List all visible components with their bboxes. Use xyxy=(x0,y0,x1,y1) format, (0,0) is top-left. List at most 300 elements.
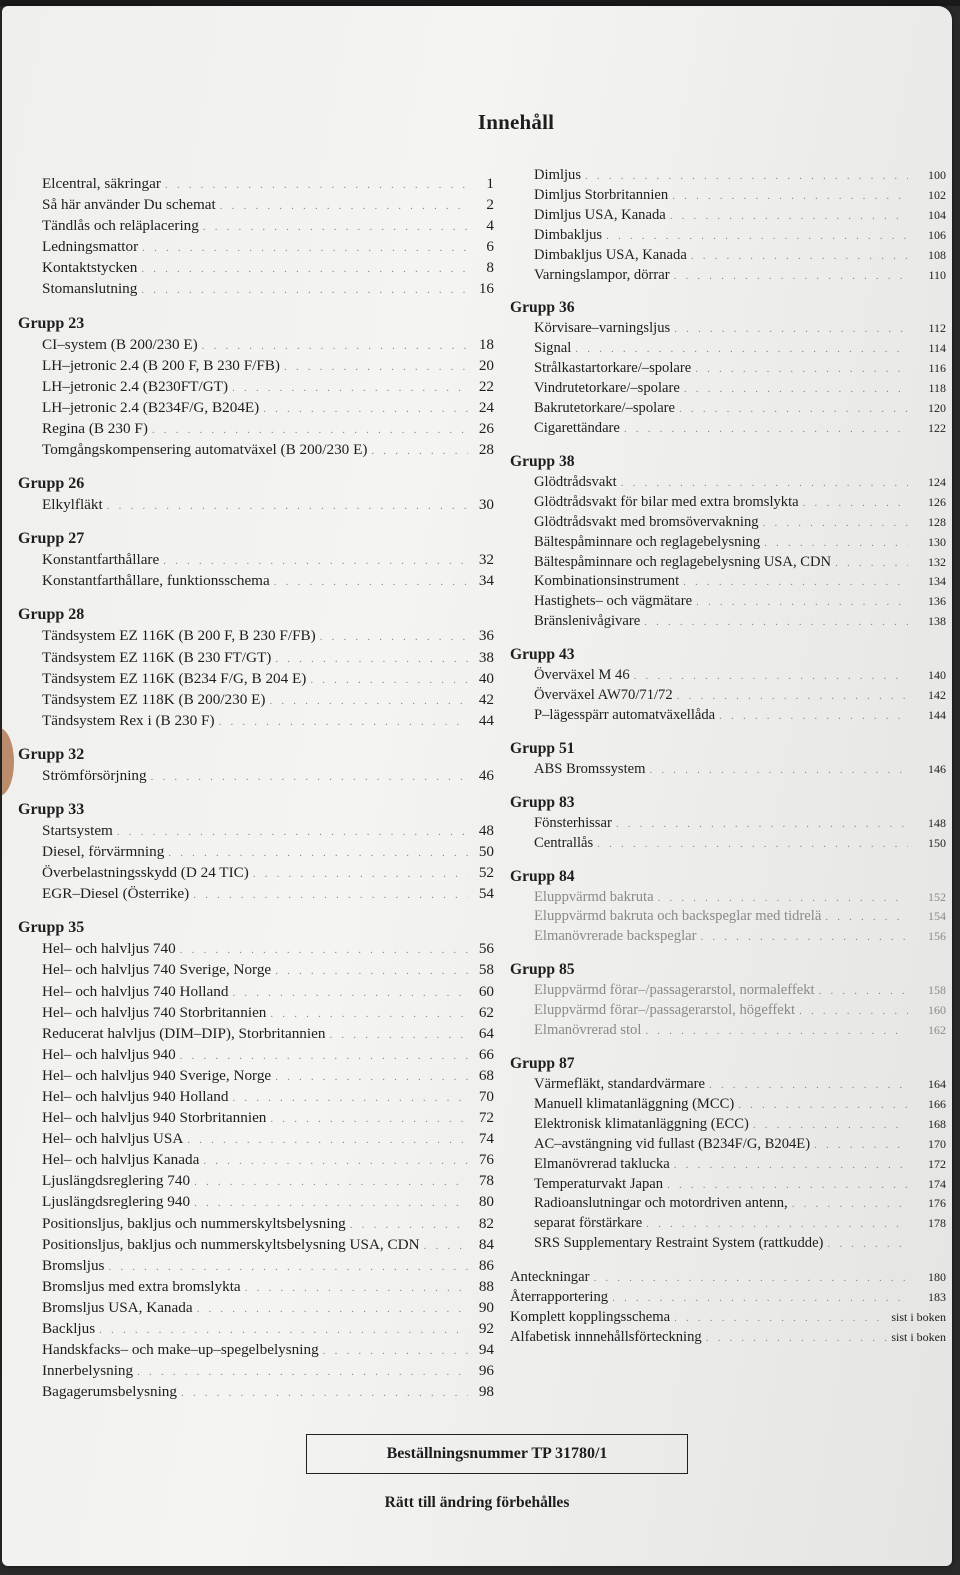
toc-entry-label: Glödtrådsvakt för bilar med extra bromslykta xyxy=(534,493,799,510)
toc-entry-page: 64 xyxy=(478,1024,494,1042)
dot-leader xyxy=(193,886,468,905)
toc-entry-label: Manuell klimatanläggning (MCC) xyxy=(534,1095,735,1112)
toc-entry xyxy=(18,1235,494,1256)
toc-entry-label: Konstantfarthållare, funktionsschema xyxy=(42,572,270,590)
toc-entry-page: 50 xyxy=(478,843,494,861)
toc-entry-label: Dimljus USA, Kanada xyxy=(534,206,666,223)
toc-entry-page: 56 xyxy=(478,940,494,958)
toc-entry-label: Överväxel AW70/71/72 xyxy=(534,687,673,704)
toc-entry-page: 22 xyxy=(478,377,494,395)
toc-entry xyxy=(18,1024,494,1045)
toc-entry xyxy=(18,495,494,516)
dot-leader xyxy=(263,400,468,419)
toc-entry-label: Återrapportering xyxy=(510,1289,609,1306)
toc-entry-page: 122 xyxy=(928,420,946,435)
toc-entry-label: Dimbakljus USA, Kanada xyxy=(534,246,687,263)
toc-entry xyxy=(510,927,946,947)
toc-entry xyxy=(18,237,494,258)
toc-entry xyxy=(510,473,946,493)
toc-entry xyxy=(18,1087,494,1108)
dot-leader xyxy=(674,1156,908,1175)
dot-leader xyxy=(799,1002,908,1021)
toc-entry xyxy=(18,440,494,461)
dot-leader xyxy=(141,281,468,300)
toc-entry-label: Hel– och halvljus 940 Sverige, Norge xyxy=(42,1066,272,1084)
toc-entry xyxy=(510,206,946,226)
toc-entry xyxy=(18,419,494,440)
toc-entry-label: Stomanslutning xyxy=(42,280,138,298)
toc-entry xyxy=(510,226,946,246)
dot-leader xyxy=(616,815,908,834)
toc-entry xyxy=(510,1021,946,1041)
dot-leader xyxy=(203,218,468,237)
dot-leader xyxy=(593,1269,908,1288)
dot-leader xyxy=(323,1342,468,1361)
toc-entry-page: 146 xyxy=(928,761,946,776)
toc-entry-label: Elmanövrerade backspeglar xyxy=(534,928,697,945)
toc-entry-page: 136 xyxy=(928,594,946,609)
toc-entry-label: Värmefläkt, standardvärmare xyxy=(534,1076,705,1092)
toc-entry-page: 84 xyxy=(478,1235,494,1253)
toc-entry-label: Körvisare–varningsljus xyxy=(534,320,671,337)
dot-leader xyxy=(253,865,468,884)
dot-leader xyxy=(284,358,468,377)
toc-entry-page: 118 xyxy=(928,381,946,396)
toc-entry-page: 46 xyxy=(478,766,494,784)
toc-entry xyxy=(18,1003,494,1024)
toc-entry-label: Ledningsmattor xyxy=(42,238,139,256)
toc-entry-page: 2 xyxy=(486,196,494,214)
dot-leader xyxy=(181,1384,468,1403)
toc-entry-page: 62 xyxy=(478,1003,494,1021)
toc-entry xyxy=(18,1340,494,1361)
dot-leader xyxy=(819,982,908,1001)
dot-leader xyxy=(232,984,468,1003)
toc-entry-label: Radioanslutningar och motordriven antenn, xyxy=(534,1195,788,1212)
toc-entry xyxy=(510,760,946,780)
toc-entry-label: Centrallås xyxy=(534,834,594,851)
toc-entry-label: Tändsystem EZ 118K (B 200/230 E) xyxy=(42,690,266,708)
toc-entry xyxy=(18,821,494,842)
toc-entry-label: Regina (B 230 F) xyxy=(42,419,148,437)
toc-entry-label: Dimljus xyxy=(534,167,582,183)
toc-entry xyxy=(18,1108,494,1129)
dot-leader xyxy=(203,1152,468,1171)
toc-entry-page: 38 xyxy=(478,648,494,666)
group-heading: Grupp 38 xyxy=(510,452,575,470)
group-heading: Grupp 33 xyxy=(18,800,85,818)
toc-entry-page: 160 xyxy=(928,1003,946,1018)
toc-entry xyxy=(18,571,494,592)
toc-entry-page: 134 xyxy=(928,574,946,589)
toc-entry xyxy=(18,398,494,419)
toc-entry-label: Hel– och halvljus 740 Storbritannien xyxy=(42,1003,267,1021)
toc-entry-page: 144 xyxy=(928,707,946,722)
toc-entry xyxy=(18,1298,494,1319)
toc-entry-page: 170 xyxy=(928,1136,946,1151)
dot-leader xyxy=(803,494,908,513)
dot-leader xyxy=(274,573,468,592)
toc-entry xyxy=(18,982,494,1003)
toc-entry xyxy=(510,359,946,379)
toc-entry-label: Elmanövrerad taklucka xyxy=(534,1155,670,1172)
toc-entry xyxy=(510,379,946,399)
toc-entry-label: Eluppvärmd bakruta och backspeglar med tidrelä xyxy=(534,908,822,925)
dot-leader xyxy=(99,1321,468,1340)
toc-entry-label: LH–jetronic 2.4 (B230FT/GT) xyxy=(42,377,229,395)
toc-entry xyxy=(510,1234,946,1254)
group-heading: Grupp 51 xyxy=(510,739,575,757)
toc-entry-page: 124 xyxy=(928,474,946,489)
dot-leader xyxy=(827,1235,908,1254)
toc-entry-label: Elkylfläkt xyxy=(42,496,103,514)
toc-entry-label: Hel– och halvljus 940 Holland xyxy=(42,1088,229,1105)
toc-entry xyxy=(510,399,946,419)
toc-entry xyxy=(510,553,946,573)
toc-entry-page: 66 xyxy=(478,1045,494,1063)
toc-entry-label: Positionsljus, bakljus och nummerskyltsbelysning xyxy=(42,1214,346,1232)
dot-leader xyxy=(679,400,908,419)
toc-entry xyxy=(510,572,946,592)
toc-entry xyxy=(510,907,946,927)
dot-leader xyxy=(624,420,908,439)
dot-leader xyxy=(612,1289,908,1308)
toc-entry-label: Backljus xyxy=(42,1320,96,1338)
toc-entry-label: Eluppvärmd förar–/passagerarstol, normaleffekt xyxy=(534,982,815,999)
dot-leader xyxy=(700,928,908,947)
toc-entry xyxy=(510,533,946,553)
toc-entry-label: Ljuslängdsreglering 940 xyxy=(42,1193,191,1211)
dot-leader xyxy=(152,421,468,440)
toc-entry-page: 152 xyxy=(928,889,946,904)
group-heading: Grupp 83 xyxy=(510,793,575,811)
toc-entry-label: Anteckningar xyxy=(510,1269,590,1286)
toc-entry-label: EGR–Diesel (Österrike) xyxy=(42,885,190,903)
toc-entry xyxy=(18,1192,494,1213)
toc-entry-page: 30 xyxy=(478,496,494,514)
toc-entry-page: 106 xyxy=(928,227,946,242)
toc-entry xyxy=(510,1115,946,1135)
toc-entry-label: CI–system (B 200/230 E) xyxy=(42,335,198,353)
toc-entry-page: 58 xyxy=(478,961,494,979)
toc-entry xyxy=(510,1268,946,1288)
toc-entry xyxy=(18,258,494,279)
toc-entry xyxy=(18,195,494,216)
toc-entry-label: Glödtrådsvakt med bromsövervakning xyxy=(534,513,759,530)
toc-entry-page: 110 xyxy=(928,267,946,282)
toc-left-column xyxy=(18,174,494,1403)
toc-entry xyxy=(510,1001,946,1021)
dot-leader xyxy=(269,692,468,711)
toc-entry-page: sist i boken xyxy=(891,1309,946,1324)
toc-entry-page: 4 xyxy=(486,217,494,235)
toc-entry-page: 150 xyxy=(928,835,946,850)
toc-entry xyxy=(510,1135,946,1155)
toc-entry xyxy=(510,592,946,612)
toc-entry xyxy=(18,884,494,905)
toc-entry xyxy=(510,339,946,359)
dot-leader xyxy=(137,1363,468,1382)
toc-entry-label: Ljuslängdsreglering 740 xyxy=(42,1172,191,1190)
toc-entry xyxy=(18,690,494,711)
toc-entry xyxy=(510,612,946,632)
toc-entry xyxy=(18,960,494,981)
toc-entry-page: 8 xyxy=(486,259,494,277)
toc-entry-page: 104 xyxy=(928,207,946,222)
toc-entry xyxy=(18,174,494,195)
dot-leader xyxy=(275,962,468,981)
dot-leader xyxy=(575,340,908,359)
toc-entry-label: P–lägesspärr automatväxellåda xyxy=(534,706,716,723)
toc-entry-page: sist i boken xyxy=(891,1329,946,1344)
toc-entry xyxy=(18,939,494,960)
toc-entry-label: LH–jetronic 2.4 (B234F/G, B204E) xyxy=(42,398,260,416)
dot-leader xyxy=(825,908,908,927)
toc-entry-page: 140 xyxy=(928,668,946,683)
toc-entry-label: LH–jetronic 2.4 (B 200 F, B 230 F/FB) xyxy=(42,356,280,374)
dot-leader xyxy=(763,514,908,533)
toc-entry xyxy=(18,216,494,237)
toc-entry xyxy=(510,246,946,266)
toc-entry-label: Bältespåminnare och reglagebelysning xyxy=(534,533,761,550)
toc-entry-label: Diesel, förvärmning xyxy=(42,843,165,861)
toc-entry-label: Glödtrådsvakt xyxy=(534,473,617,490)
toc-entry xyxy=(510,888,946,908)
toc-entry-label: Bagagerumsbelysning xyxy=(42,1383,177,1401)
toc-entry xyxy=(510,186,946,206)
toc-entry-page: 78 xyxy=(478,1172,494,1190)
toc-entry-page: 112 xyxy=(928,321,946,336)
toc-entry-page: 102 xyxy=(928,187,946,202)
toc-entry-label: Signal xyxy=(534,340,572,357)
toc-entry-label: Innerbelysning xyxy=(42,1362,134,1380)
toc-entry-page: 48 xyxy=(478,821,494,839)
toc-entry-page: 126 xyxy=(928,494,946,509)
dot-leader xyxy=(424,1237,468,1256)
toc-entry-page: 6 xyxy=(486,238,494,256)
toc-entry-label: Hel– och halvljus 740 xyxy=(42,940,176,958)
toc-entry-label: Överväxel M 46 xyxy=(534,667,630,684)
toc-entry-page: 20 xyxy=(478,356,494,374)
toc-entry xyxy=(510,266,946,286)
toc-entry xyxy=(18,356,494,377)
toc-entry-page: 82 xyxy=(478,1214,494,1232)
toc-entry-page: 18 xyxy=(478,335,494,353)
toc-entry-label: Cigarettändare xyxy=(534,419,620,436)
dot-leader xyxy=(151,768,468,787)
toc-entry xyxy=(18,1319,494,1340)
toc-entry-label: Så här använder Du schemat xyxy=(42,196,216,214)
dot-leader xyxy=(814,1136,908,1155)
dot-leader xyxy=(691,247,908,266)
toc-entry-label: Bältespåminnare och reglagebelysning USA, CDN xyxy=(534,553,832,570)
toc-entry-page: 70 xyxy=(478,1088,494,1105)
toc-entry-label: Överbelastningsskydd (D 24 TIC) xyxy=(42,864,249,882)
toc-entry-label: Positionsljus, bakljus och nummerskyltsbelysning USA, CDN xyxy=(42,1235,420,1253)
toc-entry-page: 156 xyxy=(928,929,946,944)
dot-leader xyxy=(674,320,908,339)
toc-entry-page: 52 xyxy=(478,864,494,882)
toc-entry xyxy=(18,377,494,398)
dot-leader xyxy=(645,1022,908,1041)
toc-entry-label: Vindrutetorkare/–spolare xyxy=(534,380,680,397)
dot-leader xyxy=(696,593,908,612)
dot-leader xyxy=(180,941,468,960)
toc-entry-label: separat förstärkare xyxy=(534,1215,643,1232)
dot-leader xyxy=(672,187,908,206)
group-heading: Grupp 85 xyxy=(510,961,575,979)
toc-entry xyxy=(18,711,494,732)
toc-entry-page: 40 xyxy=(478,669,494,687)
toc-entry-page: 116 xyxy=(928,361,946,376)
toc-entry-label: Komplett kopplingsschema xyxy=(510,1308,671,1325)
dot-leader xyxy=(738,1096,908,1115)
dot-leader xyxy=(667,1176,908,1195)
toc-entry-page: 100 xyxy=(928,168,946,182)
toc-entry xyxy=(18,863,494,884)
dot-leader xyxy=(245,1279,468,1298)
dot-leader xyxy=(275,650,468,669)
toc-entry-label: Elektronisk klimatanläggning (ECC) xyxy=(534,1115,749,1132)
toc-entry-page: 16 xyxy=(478,280,494,298)
toc-entry-page: 132 xyxy=(928,554,946,569)
toc-entry-label: Hel– och halvljus 740 Holland xyxy=(42,982,229,1000)
toc-entry-page: 164 xyxy=(928,1077,946,1091)
toc-entry-page: 26 xyxy=(478,419,494,437)
dot-leader xyxy=(695,360,908,379)
toc-entry xyxy=(510,493,946,513)
toc-entry-page: 76 xyxy=(478,1151,494,1169)
dot-leader xyxy=(674,1309,887,1328)
dot-leader xyxy=(684,380,908,399)
toc-entry xyxy=(18,1214,494,1235)
dot-leader xyxy=(194,1194,468,1213)
group-heading: Grupp 26 xyxy=(18,475,85,493)
toc-entry-page: 34 xyxy=(478,572,494,590)
dot-leader xyxy=(634,667,908,686)
dot-leader xyxy=(320,628,468,647)
toc-entry-page: 90 xyxy=(478,1298,494,1316)
dot-leader xyxy=(163,552,468,571)
toc-entry-page: 72 xyxy=(478,1109,494,1127)
toc-entry xyxy=(510,1194,946,1214)
toc-entry-page: 183 xyxy=(928,1290,946,1305)
dot-leader xyxy=(658,889,908,908)
dot-leader xyxy=(107,497,468,516)
toc-entry xyxy=(18,766,494,787)
dot-leader xyxy=(165,176,468,195)
dot-leader xyxy=(197,1300,468,1319)
toc-entry-label: Elcentral, säkringar xyxy=(42,175,161,192)
dot-leader xyxy=(270,1110,468,1129)
toc-entry-page: 162 xyxy=(928,1023,946,1038)
toc-entry-page: 1 xyxy=(486,175,494,192)
dot-leader xyxy=(371,442,468,461)
toc-entry xyxy=(510,1214,946,1234)
rights-reserved-note: Rätt till ändring förbehålles xyxy=(384,1494,570,1511)
toc-entry-page: 138 xyxy=(928,614,946,629)
dot-leader xyxy=(142,239,468,258)
toc-entry xyxy=(18,1171,494,1192)
dot-leader xyxy=(709,1076,908,1095)
toc-entry xyxy=(510,666,946,686)
toc-entry-label: Temperaturvakt Japan xyxy=(534,1175,664,1192)
toc-entry xyxy=(510,706,946,726)
dot-leader xyxy=(310,671,468,690)
toc-entry-label: Hel– och halvljus 940 Storbritannien xyxy=(42,1109,267,1127)
group-heading: Grupp 84 xyxy=(510,867,575,885)
toc-entry-label: Bromsljus xyxy=(42,1256,105,1274)
toc-entry-page: 92 xyxy=(478,1320,494,1338)
toc-entry xyxy=(510,1075,946,1095)
toc-entry xyxy=(510,419,946,439)
toc-entry-page: 96 xyxy=(478,1362,494,1380)
group-heading: Grupp 23 xyxy=(18,314,85,332)
toc-entry-page: 178 xyxy=(928,1216,946,1231)
toc-entry-label: Hel– och halvljus 940 xyxy=(42,1045,176,1063)
toc-entry xyxy=(510,166,946,186)
toc-entry xyxy=(18,1129,494,1150)
toc-entry xyxy=(18,626,494,647)
dot-leader xyxy=(644,613,908,632)
toc-entry-label: ABS Bromssystem xyxy=(534,760,646,777)
toc-entry-label: Tändlås och reläplacering xyxy=(42,217,199,235)
toc-entry-label: Strömförsörjning xyxy=(42,766,147,784)
toc-entry-page: 98 xyxy=(478,1383,494,1401)
dot-leader xyxy=(835,554,908,573)
toc-entry xyxy=(510,1308,946,1328)
toc-entry-label: Startsystem xyxy=(42,821,113,839)
toc-entry-label: AC–avstängning vid fullast (B234F/G, B204E) xyxy=(534,1135,811,1152)
spacer xyxy=(510,1254,946,1268)
toc-entry xyxy=(510,1095,946,1115)
dot-leader xyxy=(792,1195,908,1214)
toc-entry xyxy=(18,1361,494,1382)
toc-entry xyxy=(510,1155,946,1175)
dot-leader xyxy=(141,260,468,279)
dot-leader xyxy=(232,379,468,398)
group-heading: Grupp 35 xyxy=(18,919,85,937)
order-number-box xyxy=(306,1434,688,1474)
order-number: Beställningsnummer TP 31780/1 xyxy=(386,1445,608,1462)
toc-entry xyxy=(510,1175,946,1195)
toc-entry-page: 42 xyxy=(478,690,494,708)
toc-entry-label: Tändsystem Rex i (B 230 F) xyxy=(42,711,215,729)
toc-entry-page: 74 xyxy=(478,1130,494,1148)
dot-leader xyxy=(597,835,908,854)
toc-entry-label: Kombinationsinstrument xyxy=(534,573,680,590)
toc-entry-label: Varningslampor, dörrar xyxy=(534,266,670,283)
toc-entry-label: Tomgångskompensering automatväxel (B 200/230 E) xyxy=(42,441,368,459)
toc-entry-label: Strålkastartorkare/–spolare xyxy=(534,360,692,377)
dot-leader xyxy=(168,844,468,863)
dot-leader xyxy=(650,761,909,780)
toc-entry-page: 80 xyxy=(478,1193,494,1211)
toc-entry-page: 180 xyxy=(928,1270,946,1285)
toc-entry xyxy=(510,1288,946,1308)
toc-entry-label: Fönsterhissar xyxy=(534,814,612,831)
dot-leader xyxy=(706,1329,888,1348)
dot-leader xyxy=(117,823,468,842)
dot-leader xyxy=(329,1026,468,1045)
toc-entry-page: 24 xyxy=(478,398,494,416)
toc-entry xyxy=(18,669,494,690)
toc-entry-page: 94 xyxy=(478,1341,494,1359)
group-heading: Grupp 32 xyxy=(18,745,85,763)
toc-entry-label: Eluppvärmd förar–/passagerarstol, högeffekt xyxy=(534,1002,796,1019)
toc-entry-label: Dimljus Storbritannien xyxy=(534,186,669,203)
dot-leader xyxy=(220,197,468,216)
